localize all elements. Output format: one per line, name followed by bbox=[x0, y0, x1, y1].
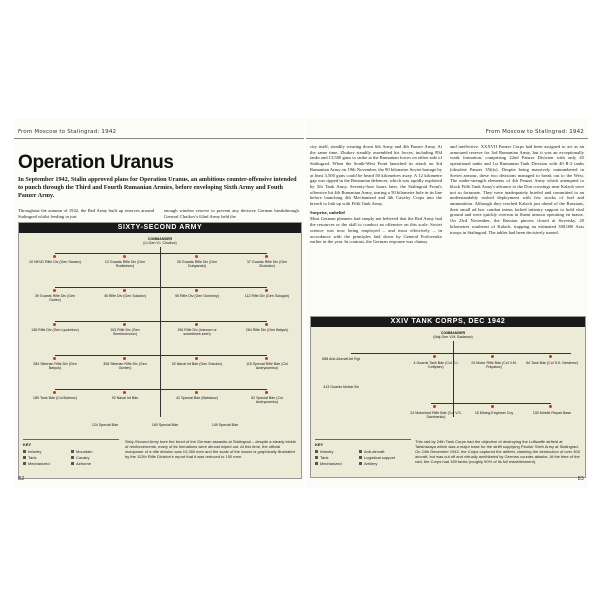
unit-node: 115 Special Rifle Bde (Col Andryusenko) bbox=[246, 362, 288, 371]
unit-symbol bbox=[53, 255, 56, 258]
page-number: 82 bbox=[18, 476, 25, 482]
unit-symbol bbox=[491, 405, 494, 408]
unit-symbol bbox=[265, 357, 268, 360]
running-head-right bbox=[306, 129, 588, 139]
unit-node: 92 Naval Inf Bde bbox=[111, 396, 139, 400]
key-item: Mechanized bbox=[23, 461, 50, 466]
row-connector bbox=[55, 321, 267, 322]
unit-node: 42 Special Bde (Batrakov) bbox=[176, 396, 218, 400]
key-item: Tank bbox=[23, 455, 36, 460]
unit-symbol bbox=[195, 255, 198, 258]
body-text: city itself, steadily wearing down 6th Army and 4th Panzer Army. At the same time, Zhukov steadily assembled his forces, including 894 tanks and 13,500 guns to strike at the Rumanian forces on either side of Stalingrad. When the South-West Front launched its attack on 3rd Rumanian Army on 19th November, the 90 kilometre Soviet barrage by at least 3,500 guns could be heard 50 kilometres away. A 12 kilometre gap was ripped in the Rumanian defences, which was rapidly exploited by 5th Tank Army. Seventy-four hours later, the Stalingrad Front's offensive hit 4th Rumanian Army, tearing a 50 kilometre hole in its line before launching 4th Mechanized and 4th Cavalry Corps into the breach to link up with Fifth Tank Army. bbox=[310, 144, 442, 207]
unit-symbol bbox=[549, 405, 552, 408]
subheading: Surprise, unbelief bbox=[310, 209, 345, 215]
unit-node: 62 Special Bde (Col Andryusenko) bbox=[251, 396, 283, 405]
commander-node bbox=[130, 237, 190, 245]
unit-symbol bbox=[123, 289, 126, 292]
unit-symbol bbox=[433, 355, 436, 358]
key-title: KEY bbox=[23, 442, 32, 447]
row-connector bbox=[55, 355, 267, 356]
unit-node: 35 Guards Rifle Div (Gen Dubyanski) bbox=[176, 260, 218, 269]
unit-node: 10 NKVD Rifle Div (Gen Saraev) bbox=[29, 260, 81, 264]
unit-symbol bbox=[433, 405, 436, 408]
chart-key bbox=[23, 439, 119, 474]
chart-caption: Sixty-Second Army bore the brunt of the German assaults at Stalingrad – despite a steady trickle of reinforcements, many of its formations were almost wiped out. At this time, the official manpower of a rifle division was 10,350 men and the scale of the losses is graphically illustrated by the 112th Rifle Division's report that it was reduced to 150 men. bbox=[125, 439, 296, 459]
key-item: Anti-aircraft bbox=[359, 449, 384, 454]
unit-symbol bbox=[195, 289, 198, 292]
unit-node: 37 Guards Rifle Div (Gen Zholudev) bbox=[246, 260, 288, 269]
unit-symbol bbox=[265, 391, 268, 394]
unit-node: 4 Guards Tank Bde (Col G.I. Koftyaev) bbox=[413, 361, 459, 370]
unit-node: 284 Siberian Rifle Div (Gen Batyuk) bbox=[33, 362, 77, 371]
unit-node: 124 Special Bde bbox=[91, 423, 119, 427]
trunk-line bbox=[160, 247, 161, 417]
unit-symbol bbox=[53, 323, 56, 326]
unit-node: 92 Naval Inf Bde (Gen Sokolov) bbox=[171, 362, 223, 366]
commander-label: COMMANDER bbox=[147, 237, 173, 241]
unit-node: 54 Tank Bde (Col S.K. Nesterov) bbox=[526, 361, 578, 365]
row-connector bbox=[431, 403, 551, 404]
key-item: Logistical support bbox=[359, 455, 395, 460]
unit-symbol bbox=[53, 357, 56, 360]
unit-node: 196 Rifle Div (Ivanovn or sometimes seen) bbox=[177, 328, 217, 337]
running-head-text: From Moscow to Stalingrad: 1942 bbox=[485, 129, 584, 135]
unit-symbol bbox=[265, 289, 268, 292]
unit-node: 24 Motorised Rifle Bde (Col V.S. Savchenko) bbox=[410, 411, 462, 420]
unit-node: 15 Mining Engineer Coy bbox=[474, 411, 514, 415]
unit-node: 112 Rifle Div (Gen Sologub) bbox=[244, 294, 290, 298]
unit-symbol bbox=[491, 355, 494, 358]
unit-symbol bbox=[195, 391, 198, 394]
unit-node: 13 Guards Rifle Div (Gen Rodimtsev) bbox=[104, 260, 146, 269]
unit-symbol bbox=[265, 255, 268, 258]
unit-node: 413 Guards Mortar Bn bbox=[323, 385, 359, 389]
body-text: Most German planners had simply not believed that the Red Army had the resources or the skill to conduct an offensive on this scale. Soviet science was now being employed – and most effectively – in accordance with the principles laid down by General Frolovenko earlier in the year. In contrast, the German response was clumsy bbox=[310, 216, 442, 245]
unit-node: 149 Special Bde bbox=[211, 423, 239, 427]
row-connector bbox=[351, 353, 571, 354]
unit-symbol bbox=[549, 355, 552, 358]
unit-node: 193 Rifle Div (Gen Smekhotvorov) bbox=[110, 328, 140, 337]
book-spread bbox=[0, 118, 600, 488]
commander-node bbox=[423, 331, 483, 339]
right-page bbox=[306, 118, 588, 488]
body-column-2 bbox=[450, 144, 584, 238]
unit-node: 658 Anti-Aircraft Art Rgt bbox=[322, 357, 360, 361]
key-item: Tank bbox=[315, 455, 328, 460]
unit-node: 308 Siberian Rifle Div (Gen Gurtiev) bbox=[103, 362, 147, 371]
unit-node: 284 Rifle Div (Gen Batyuk) bbox=[245, 328, 289, 332]
key-item: Cavalry bbox=[71, 455, 90, 460]
left-page bbox=[14, 118, 304, 488]
key-item: Mountain bbox=[71, 449, 92, 454]
unit-symbol bbox=[123, 255, 126, 258]
chart-title: XXIV TANK CORPS, DEC 1942 bbox=[311, 317, 585, 327]
unit-symbol bbox=[195, 323, 198, 326]
body-text: enough window reserve to prevent any decisive German breakthrough. General Chuikov's 62nd Army held the bbox=[164, 208, 300, 219]
unit-node: 95 Rifle Div (Gen Gorishny) bbox=[175, 294, 219, 298]
unit-symbol bbox=[53, 391, 56, 394]
row-connector bbox=[55, 253, 267, 254]
body-column-1 bbox=[310, 144, 442, 248]
row-connector bbox=[55, 287, 267, 288]
unit-node: 189 Tank Bde (Col Bubnov) bbox=[33, 396, 77, 400]
body-column-2 bbox=[164, 208, 300, 222]
page-title: Operation Uranus bbox=[18, 152, 174, 173]
commander-label: COMMANDER bbox=[440, 331, 466, 335]
running-head-left bbox=[14, 129, 304, 139]
unit-node: 138 Rifle Div (Gen Lyudnikov) bbox=[31, 328, 79, 332]
row-connector bbox=[55, 389, 267, 390]
intro-paragraph: In September 1942, Stalin approved plans for Operation Uranus, an ambitious counter-offensive intended to punch through the Third and Fourth Rumanian Armies, before enveloping Sixth Army and Fouth Panzer Army. bbox=[18, 176, 297, 199]
body-text: Throughout the autumn of 1942, the Red Army built up reserves around Stalingrad whilst feeding in just bbox=[18, 208, 154, 219]
unit-symbol bbox=[265, 323, 268, 326]
key-title: KEY bbox=[315, 442, 324, 447]
unit-symbol bbox=[195, 357, 198, 360]
body-column-1 bbox=[18, 208, 154, 222]
chart-title: SIXTY-SECOND ARMY bbox=[19, 223, 301, 233]
chart-key bbox=[315, 439, 411, 472]
commander-name: (Maj-Gen V.M. Badanov) bbox=[433, 335, 473, 340]
unit-node: 160 Special Bde bbox=[151, 423, 179, 427]
unit-node: 130 Mobile Repair Base bbox=[532, 411, 572, 415]
key-item: Infantry bbox=[23, 449, 41, 454]
unit-symbol bbox=[123, 391, 126, 394]
commander-name: (Lt-Gen V.I. Chuikov) bbox=[143, 241, 177, 246]
page-number: 83 bbox=[577, 476, 584, 482]
key-item: Airborne bbox=[71, 461, 91, 466]
running-head-text: From Moscow to Stalingrad: 1942 bbox=[18, 129, 117, 135]
unit-node: 45 Rifle Div (Gen Sokolov) bbox=[103, 294, 147, 298]
unit-symbol bbox=[123, 323, 126, 326]
unit-symbol bbox=[123, 357, 126, 360]
unit-symbol bbox=[53, 289, 56, 292]
key-item: Artillery bbox=[359, 461, 377, 466]
body-text: and ineffective. XXXVII Panzer Corps had been assigned to act as an armoured reserve for 3rd Rumanian Army, but it was an exceptionally weak formation, comprising 22nd Panzer Division with only 45 operational tanks and 1st Rumanian Tank Division with 40 R-2 tanks (obsolete Panzer 35(t)s). Despite being massively outnumbered in Soviet armour, these two divisions managed to break out to the West. The under-strength elements of 4th Panzer Army which attempted to block Fifth Tank Army's advance to the Don crossings near Kalach were not so fortunate. They were inadequately briefed and committed to an understandably rushed deployment with few stocks of fuel and ammunition. Although they reached Kalach just ahead of the Russians, their small ad hoc combat teams lacked infantry support to hold vital ground and were quickly overrun in fluent armour operating en masse. On 23rd November, the Russian pincers closed at Sovetsky, 20 kilometres southeast of Kalach, trapping an estimated 300,000 Axis troops in Stalingrad. The tables had been decisively turned. bbox=[450, 144, 584, 235]
key-item: Mechanized bbox=[315, 461, 342, 466]
unit-node: 24 Motor Rifle Bde (Col V.M. Polyakov) bbox=[471, 361, 517, 370]
unit-node: 39 Guards Rifle Div (Gen Guriev) bbox=[34, 294, 76, 303]
key-item: Infantry bbox=[315, 449, 333, 454]
org-chart-24th-tank-corps bbox=[310, 316, 586, 478]
chart-caption: This raid by 24th Tank Corps had the objective of destroying the Luftwaffe airfield at Tatsinskaya which was a major base for the airlift supplying Paulus' Sixth Army at Stalingrad. On 24th December 1942, the Corps captured the airfield, claiming the destruction of over 300 aircraft, but was cut off and virtually annihilated by German counter-attacks. At the time of the raid, the Corps had 159 tanks (roughly 90% of its full establishment). bbox=[415, 439, 580, 464]
org-chart-62nd-army bbox=[18, 222, 302, 479]
